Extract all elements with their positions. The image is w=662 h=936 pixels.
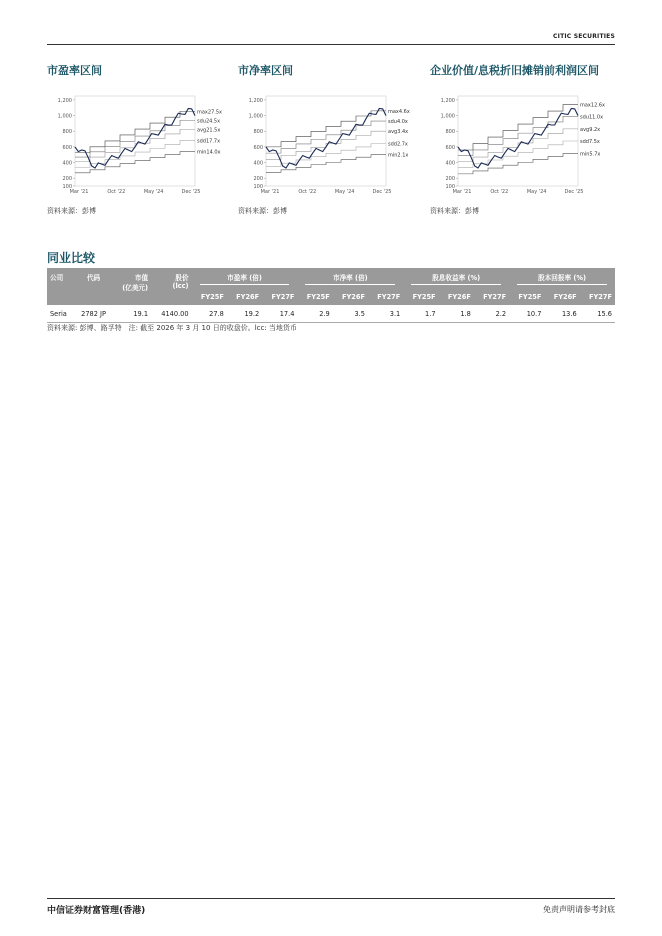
y-tick-label: 200 bbox=[62, 176, 72, 183]
header-pb bbox=[297, 268, 403, 289]
brand-logo: CITIC SECURITIES bbox=[553, 33, 615, 40]
chart-source: 资料来源：彭博 bbox=[430, 207, 479, 215]
chart-ev-ebitda-band bbox=[430, 62, 610, 216]
y-tick-label: 1,000 bbox=[440, 113, 455, 120]
top-rule bbox=[47, 44, 615, 45]
x-tick-label: May '24 bbox=[143, 189, 164, 195]
y-tick-label: 400 bbox=[445, 160, 455, 167]
y-tick-label: 1,000 bbox=[57, 113, 72, 120]
y-tick-label: 200 bbox=[253, 176, 263, 183]
header-year: FY25F bbox=[509, 289, 544, 305]
header-year: FY27F bbox=[262, 289, 297, 305]
band-label: sdd7.5x bbox=[580, 139, 600, 145]
header-price bbox=[151, 268, 192, 305]
y-tick-label: 600 bbox=[253, 144, 263, 151]
x-tick-label: Dec '25 bbox=[372, 189, 392, 195]
cell-value: 19.2 bbox=[244, 309, 260, 318]
header-year: FY26F bbox=[333, 289, 368, 305]
header-roe bbox=[509, 268, 615, 289]
plot-frame bbox=[458, 96, 578, 186]
footer-company: 中信证券财富管理(香港) bbox=[47, 906, 146, 916]
band-label: avg3.4x bbox=[388, 129, 409, 136]
chart-svg bbox=[238, 90, 418, 202]
band-label: avg21.5x bbox=[197, 127, 221, 134]
y-tick-label: 100 bbox=[253, 184, 263, 190]
chart-svg bbox=[47, 90, 227, 202]
y-tick-label: 800 bbox=[445, 129, 455, 136]
band-label: avg9.2x bbox=[580, 126, 601, 133]
band-label: sdd17.7x bbox=[197, 138, 221, 145]
cell-company: Seria bbox=[50, 309, 67, 318]
y-tick-label: 100 bbox=[445, 184, 455, 190]
header-mktcap-unit: (亿美元) bbox=[122, 284, 149, 292]
section-title: 同业比较 bbox=[47, 251, 96, 265]
header-dy bbox=[403, 268, 509, 289]
header-pe bbox=[192, 268, 298, 289]
chart-source: 资料来源：彭博 bbox=[238, 207, 287, 215]
chart-svg bbox=[430, 90, 610, 202]
header-year: FY26F bbox=[227, 289, 262, 305]
table-row bbox=[47, 305, 615, 323]
header-year: FY26F bbox=[544, 289, 579, 305]
y-tick-label: 600 bbox=[62, 144, 72, 151]
cell-value: 3.1 bbox=[389, 309, 401, 318]
plot-frame bbox=[266, 96, 386, 186]
cell-mktcap: 19.1 bbox=[133, 309, 149, 318]
cell-value: 1.8 bbox=[460, 309, 471, 318]
band-label: min5.7x bbox=[580, 151, 601, 158]
header-roe-label: 股本回报率 (%) bbox=[517, 272, 607, 285]
y-tick-label: 600 bbox=[445, 144, 455, 151]
band-label: min14.0x bbox=[197, 149, 221, 156]
y-tick-label: 1,000 bbox=[248, 113, 263, 120]
bottom-rule bbox=[47, 898, 615, 899]
x-tick-label: Mar '21 bbox=[452, 189, 472, 195]
header-pb-label: 市净率 (倍) bbox=[305, 272, 395, 285]
y-tick-label: 1,200 bbox=[440, 97, 455, 104]
header-year: FY26F bbox=[439, 289, 474, 305]
header-price-unit: (lcc) bbox=[172, 282, 189, 290]
peer-comparison-table bbox=[47, 268, 615, 323]
cell-value: 1.7 bbox=[425, 309, 436, 318]
cell-value: 3.5 bbox=[354, 309, 365, 318]
header-mktcap bbox=[112, 268, 151, 305]
cell-value: 2.9 bbox=[319, 309, 330, 318]
x-tick-label: Mar '21 bbox=[260, 189, 280, 195]
chart-pb-band bbox=[238, 62, 418, 216]
x-tick-label: May '24 bbox=[526, 189, 547, 195]
cell-value: 15.6 bbox=[597, 309, 612, 318]
cell-value: 17.4 bbox=[279, 309, 295, 318]
x-tick-label: Oct '22 bbox=[298, 189, 317, 195]
table-source-note: 资料来源: 彭博、路孚特 注: 截至 2026 年 3 月 10 日的收盘价。lcc: 当地货币 bbox=[47, 324, 297, 332]
header-year: FY25F bbox=[297, 289, 332, 305]
band-label: max12.6x bbox=[580, 102, 605, 109]
y-tick-label: 200 bbox=[445, 176, 455, 183]
cell-value: 13.6 bbox=[561, 309, 577, 318]
header-year: FY27F bbox=[368, 289, 403, 305]
x-tick-label: Dec '25 bbox=[181, 189, 201, 195]
band-label: sdu4.0x bbox=[388, 119, 408, 126]
header-year: FY25F bbox=[403, 289, 438, 305]
cell-value: 2.2 bbox=[495, 309, 507, 318]
header-year: FY27F bbox=[474, 289, 509, 305]
chart-title: 市净率区间 bbox=[238, 64, 293, 77]
x-tick-label: May '24 bbox=[334, 189, 355, 195]
y-tick-label: 400 bbox=[253, 160, 263, 167]
y-tick-label: 800 bbox=[253, 129, 263, 136]
band-label: sdd2.7x bbox=[388, 141, 408, 148]
chart-pe-band bbox=[47, 62, 227, 216]
x-tick-label: Oct '22 bbox=[107, 189, 126, 195]
cell-price: 4140.00 bbox=[161, 309, 189, 318]
band-label: min2.1x bbox=[388, 152, 409, 159]
chart-title: 市盈率区间 bbox=[47, 64, 102, 77]
x-tick-label: Mar '21 bbox=[69, 189, 89, 195]
header-price-label: 股价 bbox=[175, 274, 189, 282]
header-pe-label: 市盈率 (倍) bbox=[200, 272, 290, 285]
chart-title: 企业价值/息税折旧摊销前利润区间 bbox=[430, 64, 600, 77]
header-dy-label: 股息收益率 (%) bbox=[411, 272, 501, 285]
cell-code: 2782 JP bbox=[81, 309, 106, 318]
band-label: sdu24.5x bbox=[197, 118, 221, 125]
y-tick-label: 800 bbox=[62, 129, 72, 136]
y-tick-label: 400 bbox=[62, 160, 72, 167]
y-tick-label: 1,200 bbox=[57, 97, 72, 104]
x-tick-label: Dec '25 bbox=[564, 189, 584, 195]
header-code: 代码 bbox=[75, 268, 113, 305]
cell-value: 27.8 bbox=[209, 309, 224, 318]
chart-source: 资料来源：彭博 bbox=[47, 207, 96, 215]
footer-disclaimer: 免责声明请参考封底 bbox=[543, 905, 615, 914]
y-tick-label: 100 bbox=[62, 184, 72, 190]
band-label: max4.6x bbox=[388, 108, 410, 115]
header-year: FY27F bbox=[580, 289, 615, 305]
y-tick-label: 1,200 bbox=[248, 97, 263, 104]
band-label: max27.5x bbox=[197, 109, 222, 116]
header-year: FY25F bbox=[192, 289, 227, 305]
header-mktcap-label: 市值 bbox=[134, 274, 149, 282]
band-label: sdu11.0x bbox=[580, 114, 604, 121]
x-tick-label: Oct '22 bbox=[490, 189, 509, 195]
header-company: 公司 bbox=[47, 268, 75, 305]
cell-value: 10.7 bbox=[526, 309, 542, 318]
